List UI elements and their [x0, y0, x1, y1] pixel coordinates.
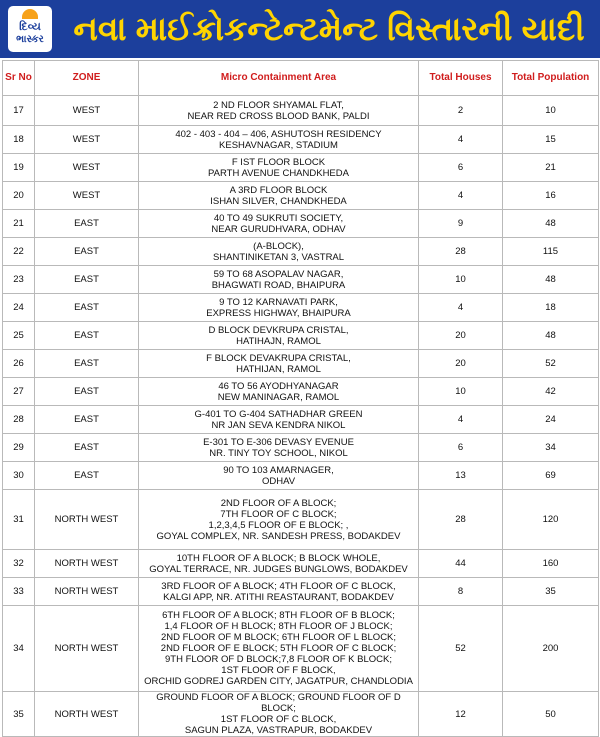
- cell-sr: 22: [3, 238, 35, 266]
- cell-area: F BLOCK DEVAKRUPA CRISTAL, HATHIJAN, RAMOL: [139, 350, 419, 378]
- cell-houses: 12: [419, 692, 503, 737]
- table-row: [3, 406, 599, 434]
- cell-area: 3RD FLOOR OF A BLOCK; 4TH FLOOR OF C BLOCK, KALGI APP, NR. ATITHI REASTAURANT, BODAKDEV: [139, 578, 419, 606]
- cell-houses: 2: [419, 96, 503, 126]
- table-row: [3, 606, 599, 692]
- title-banner: [0, 0, 600, 58]
- cell-houses: 4: [419, 182, 503, 210]
- cell-sr: 26: [3, 350, 35, 378]
- table-row: [3, 182, 599, 210]
- cell-sr: 25: [3, 322, 35, 350]
- cell-population: 10: [503, 96, 599, 126]
- cell-zone: EAST: [35, 322, 139, 350]
- cell-sr: 17: [3, 96, 35, 126]
- cell-zone: WEST: [35, 96, 139, 126]
- cell-area: E-301 TO E-306 DEVASY EVENUE NR. TINY TOY SCHOOL, NIKOL: [139, 434, 419, 462]
- cell-houses: 10: [419, 378, 503, 406]
- cell-population: 21: [503, 154, 599, 182]
- cell-zone: WEST: [35, 154, 139, 182]
- cell-population: 18: [503, 294, 599, 322]
- cell-zone: EAST: [35, 266, 139, 294]
- cell-houses: 6: [419, 434, 503, 462]
- containment-table: [2, 60, 599, 737]
- cell-zone: WEST: [35, 182, 139, 210]
- cell-houses: 4: [419, 406, 503, 434]
- cell-population: 50: [503, 692, 599, 737]
- cell-sr: 29: [3, 434, 35, 462]
- page-title: નવા માઈક્રોકન્ટેન્ટમેન્ટ વિસ્તારની યાદી: [73, 10, 585, 47]
- table-body: [3, 96, 599, 737]
- cell-houses: 13: [419, 462, 503, 490]
- cell-area: A 3RD FLOOR BLOCK ISHAN SILVER, CHANDKHEDA: [139, 182, 419, 210]
- cell-zone: EAST: [35, 238, 139, 266]
- sun-icon: [22, 9, 38, 19]
- cell-sr: 34: [3, 606, 35, 692]
- cell-zone: NORTH WEST: [35, 550, 139, 578]
- table-row: [3, 294, 599, 322]
- cell-sr: 35: [3, 692, 35, 737]
- cell-sr: 18: [3, 126, 35, 154]
- cell-zone: EAST: [35, 210, 139, 238]
- table-row: [3, 96, 599, 126]
- table-row: [3, 238, 599, 266]
- cell-houses: 28: [419, 490, 503, 550]
- cell-zone: WEST: [35, 126, 139, 154]
- cell-population: 42: [503, 378, 599, 406]
- table-row: [3, 490, 599, 550]
- cell-zone: NORTH WEST: [35, 692, 139, 737]
- cell-population: 48: [503, 322, 599, 350]
- cell-population: 160: [503, 550, 599, 578]
- table-row: [3, 126, 599, 154]
- cell-area: 46 TO 56 AYODHYANAGAR NEW MANINAGAR, RAMOL: [139, 378, 419, 406]
- cell-sr: 19: [3, 154, 35, 182]
- cell-population: 52: [503, 350, 599, 378]
- logo-text-line1: દિવ્ય: [19, 21, 41, 33]
- col-header-zone: ZONE: [35, 61, 139, 96]
- table-row: [3, 322, 599, 350]
- cell-population: 24: [503, 406, 599, 434]
- cell-population: 16: [503, 182, 599, 210]
- cell-houses: 20: [419, 350, 503, 378]
- cell-area: F IST FLOOR BLOCK PARTH AVENUE CHANDKHEDA: [139, 154, 419, 182]
- cell-area: 9 TO 12 KARNAVATI PARK, EXPRESS HIGHWAY, BHAIPURA: [139, 294, 419, 322]
- cell-houses: 4: [419, 294, 503, 322]
- cell-zone: NORTH WEST: [35, 578, 139, 606]
- cell-sr: 32: [3, 550, 35, 578]
- cell-houses: 8: [419, 578, 503, 606]
- cell-population: 15: [503, 126, 599, 154]
- cell-zone: NORTH WEST: [35, 606, 139, 692]
- cell-sr: 23: [3, 266, 35, 294]
- cell-population: 115: [503, 238, 599, 266]
- cell-zone: EAST: [35, 378, 139, 406]
- cell-houses: 52: [419, 606, 503, 692]
- cell-sr: 33: [3, 578, 35, 606]
- table-row: [3, 210, 599, 238]
- cell-area: GROUND FLOOR OF A BLOCK; GROUND FLOOR OF D BLOCK; 1ST FLOOR OF C BLOCK, SAGUN PLAZA, VASTRAPUR, BODAKDEV: [139, 692, 419, 737]
- cell-area: 2 ND FLOOR SHYAMAL FLAT, NEAR RED CROSS BLOOD BANK, PALDI: [139, 96, 419, 126]
- table-row: [3, 434, 599, 462]
- cell-area: (A-BLOCK), SHANTINIKETAN 3, VASTRAL: [139, 238, 419, 266]
- table-row: [3, 350, 599, 378]
- cell-sr: 20: [3, 182, 35, 210]
- cell-area: 59 TO 68 ASOPALAV NAGAR, BHAGWATI ROAD, BHAIPURA: [139, 266, 419, 294]
- table-row: [3, 578, 599, 606]
- table-row: [3, 692, 599, 737]
- cell-area: 10TH FLOOR OF A BLOCK; B BLOCK WHOLE, GOYAL TERRACE, NR. JUDGES BUNGLOWS, BODAKDEV: [139, 550, 419, 578]
- table-row: [3, 550, 599, 578]
- table-row: [3, 378, 599, 406]
- table-row: [3, 154, 599, 182]
- cell-houses: 28: [419, 238, 503, 266]
- cell-population: 48: [503, 210, 599, 238]
- cell-population: 120: [503, 490, 599, 550]
- cell-population: 34: [503, 434, 599, 462]
- cell-zone: NORTH WEST: [35, 490, 139, 550]
- cell-area: 90 TO 103 AMARNAGER, ODHAV: [139, 462, 419, 490]
- table-header-row: [3, 61, 599, 96]
- cell-area: G-401 TO G-404 SATHADHAR GREEN NR JAN SEVA KENDRA NIKOL: [139, 406, 419, 434]
- cell-zone: EAST: [35, 294, 139, 322]
- col-header-houses: Total Houses: [419, 61, 503, 96]
- cell-population: 35: [503, 578, 599, 606]
- cell-houses: 10: [419, 266, 503, 294]
- col-header-population: Total Population: [503, 61, 599, 96]
- cell-houses: 9: [419, 210, 503, 238]
- col-header-area: Micro Containment Area: [139, 61, 419, 96]
- cell-sr: 31: [3, 490, 35, 550]
- cell-sr: 21: [3, 210, 35, 238]
- cell-population: 48: [503, 266, 599, 294]
- cell-area: 402 - 403 - 404 – 406, ASHUTOSH RESIDENCY KESHAVNAGAR, STADIUM: [139, 126, 419, 154]
- cell-sr: 27: [3, 378, 35, 406]
- cell-houses: 4: [419, 126, 503, 154]
- logo-text-line2: ભાસ્કર: [16, 34, 44, 45]
- cell-area: 40 TO 49 SUKRUTI SOCIETY, NEAR GURUDHVARA, ODHAV: [139, 210, 419, 238]
- divya-bhaskar-logo: [8, 6, 52, 52]
- cell-zone: EAST: [35, 406, 139, 434]
- cell-zone: EAST: [35, 434, 139, 462]
- cell-population: 69: [503, 462, 599, 490]
- cell-area: D BLOCK DEVKRUPA CRISTAL, HATIHAJN, RAMOL: [139, 322, 419, 350]
- cell-area: 2ND FLOOR OF A BLOCK; 7TH FLOOR OF C BLOCK; 1,2,3,4,5 FLOOR OF E BLOCK; , GOYAL COMPLEX, NR. SANDESH PRESS, BODAKDEV: [139, 490, 419, 550]
- cell-area: 6TH FLOOR OF A BLOCK; 8TH FLOOR OF B BLOCK; 1,4 FLOOR OF H BLOCK; 8TH FLOOR OF J BLOCK; 2ND FLOOR OF M BLOCK; 6TH FLOOR OF L BLOCK; 2ND FLOOR OF E BLOCK; 5TH FLOOR OF C BLOCK; 9TH FLOOR OF D BLOCK;7,8 FLOOR OF K BLOCK; 1ST FLOOR OF F BLOCK, ORCHID GODREJ GARDEN CITY, JAGATPUR, CHANDLODIA: [139, 606, 419, 692]
- cell-population: 200: [503, 606, 599, 692]
- table-row: [3, 266, 599, 294]
- cell-sr: 24: [3, 294, 35, 322]
- col-header-sr: Sr No: [3, 61, 35, 96]
- cell-sr: 30: [3, 462, 35, 490]
- cell-sr: 28: [3, 406, 35, 434]
- table-row: [3, 462, 599, 490]
- cell-houses: 20: [419, 322, 503, 350]
- cell-houses: 6: [419, 154, 503, 182]
- cell-houses: 44: [419, 550, 503, 578]
- cell-zone: EAST: [35, 462, 139, 490]
- cell-zone: EAST: [35, 350, 139, 378]
